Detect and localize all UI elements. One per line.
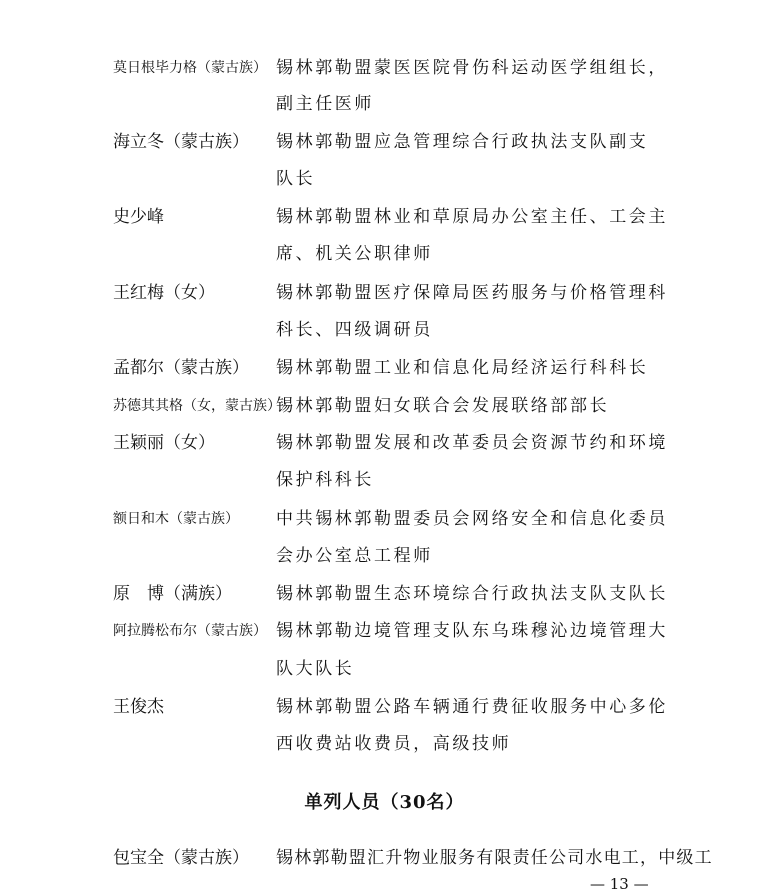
entry-name: 王颖丽（女） (113, 433, 215, 453)
entry-name: 海立冬（蒙古族） (113, 132, 249, 152)
entry-desc-line: 锡林郭勒盟医疗保障局医药服务与价格管理科 (276, 283, 668, 303)
entry-name: 原 博（满族） (113, 584, 232, 604)
entry-desc-line: 席、机关公职律师 (276, 244, 433, 264)
entry-desc-line: 锡林郭勒边境管理支队东乌珠穆沁边境管理大 (276, 621, 668, 641)
entry-name: 莫日根毕力格（蒙古族） (113, 60, 267, 76)
entry-name: 王红梅（女） (113, 283, 215, 303)
entry-name: 孟都尔（蒙古族） (113, 358, 249, 378)
entry-desc-line: 中共锡林郭勒盟委员会网络安全和信息化委员 (276, 509, 668, 529)
entry-desc-line: 锡林郭勒盟蒙医医院骨伤科运动医学组组长， (276, 58, 668, 78)
entry-desc-line: 锡林郭勒盟汇升物业服务有限责任公司水电工，中级工 (276, 848, 713, 868)
page-number: — 13 — (590, 875, 649, 893)
entry-name: 史少峰 (113, 207, 164, 227)
entry-desc-line: 西收费站收费员，高级技师 (276, 734, 512, 754)
entry-desc-line: 锡林郭勒盟林业和草原局办公室主任、工会主 (276, 207, 668, 227)
entry-desc-line: 锡林郭勒盟妇女联合会发展联络部部长 (276, 396, 610, 416)
entry-name: 额日和木（蒙古族） (113, 511, 239, 527)
entry-desc-line: 锡林郭勒盟工业和信息化局经济运行科科长 (276, 358, 649, 378)
section-heading: 单列人员（30名） (304, 792, 465, 813)
entry-desc-line: 保护科科长 (276, 470, 374, 490)
entry-desc-line: 队大队长 (276, 659, 355, 679)
entry-name: 包宝全（蒙古族） (113, 848, 249, 868)
entry-desc-line: 副主任医师 (276, 94, 374, 114)
entry-desc-line: 队长 (276, 169, 316, 189)
entry-desc-line: 会办公室总工程师 (276, 546, 433, 566)
entry-name: 苏德其其格（女，蒙古族） (113, 398, 281, 414)
entry-name: 阿拉腾松布尔（蒙古族） (113, 623, 267, 639)
entry-desc-line: 锡林郭勒盟应急管理综合行政执法支队副支 (276, 132, 649, 152)
entry-desc-line: 锡林郭勒盟发展和改革委员会资源节约和环境 (276, 433, 668, 453)
entry-name: 王俊杰 (113, 697, 164, 717)
entry-desc-line: 锡林郭勒盟生态环境综合行政执法支队支队长 (276, 584, 668, 604)
entry-desc-line: 科长、四级调研员 (276, 320, 433, 340)
entry-desc-line: 锡林郭勒盟公路车辆通行费征收服务中心多伦 (276, 697, 668, 717)
